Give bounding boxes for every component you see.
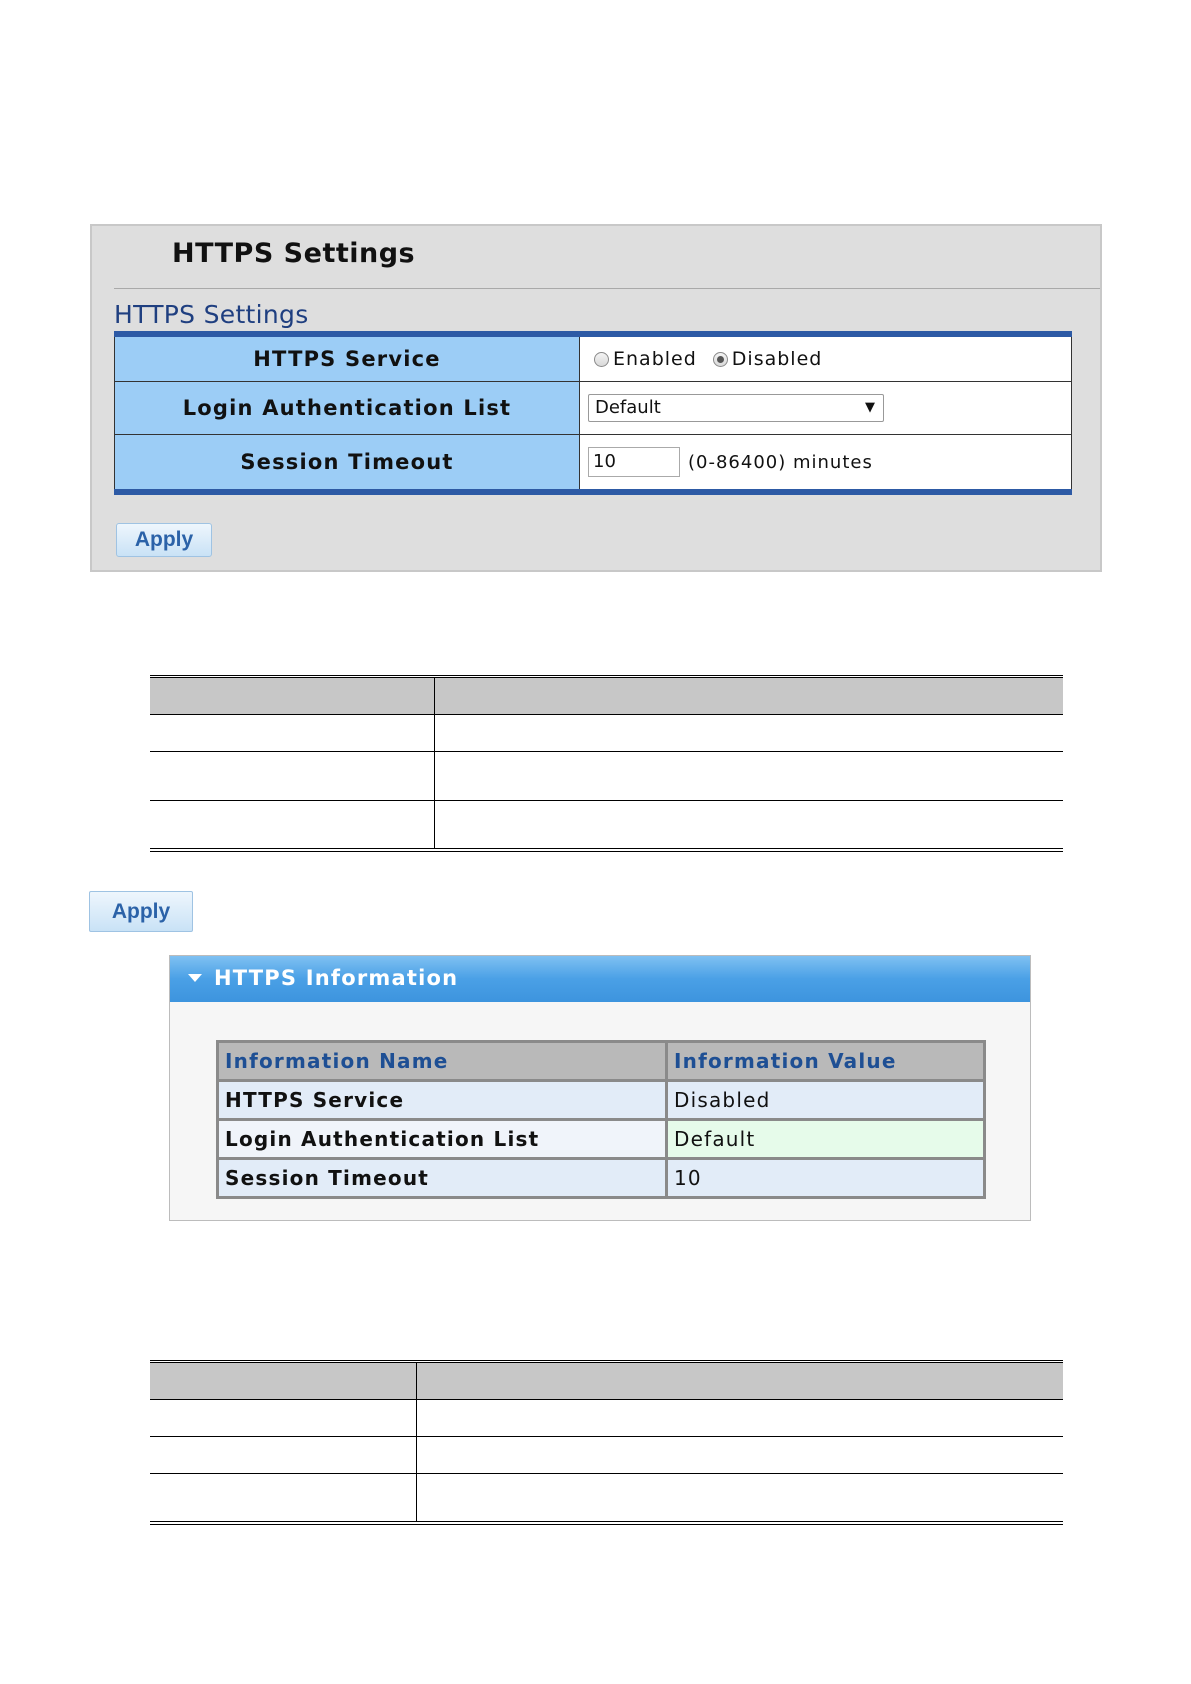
info-value: 10 [667,1159,985,1198]
table-header-cell [150,677,435,715]
table-cell [435,715,1064,752]
doc-table [150,675,1063,852]
table-cell [435,801,1064,850]
https-information-panel [169,955,1031,1221]
info-table [216,1040,986,1199]
settings-table [114,331,1072,495]
info-value: Default [667,1120,985,1159]
apply-button[interactable]: Apply [116,523,212,557]
table-cell [417,1400,1064,1437]
session-timeout-input[interactable]: 10 [588,447,680,477]
info-panel-title: HTTPS Information [214,966,459,990]
table-row [150,752,1063,801]
login-auth-list-selected: Default [595,397,661,418]
table-row [150,1474,1063,1523]
enabled-radio[interactable] [594,352,609,367]
table-header-cell [435,677,1064,715]
session-timeout-hint: (0-86400) minutes [688,451,873,473]
info-name: Session Timeout [218,1159,667,1198]
info-name: Login Authentication List [218,1120,667,1159]
disabled-radio-label[interactable]: Disabled [731,348,823,371]
apply-button-sample[interactable]: Apply [89,891,193,932]
table-row [150,801,1063,850]
collapse-triangle-icon[interactable] [188,974,202,982]
table-row [150,715,1063,752]
table-cell [150,752,435,801]
info-name: HTTPS Service [218,1081,667,1120]
page-title: HTTPS Settings [172,238,416,269]
login-auth-list-select[interactable] [588,394,884,422]
divider [114,288,1100,289]
info-table-header-row [218,1042,985,1081]
column-header-name: Information Name [218,1042,667,1081]
enabled-radio-label[interactable]: Enabled [613,348,697,371]
table-cell [150,715,435,752]
login-auth-list-label: Login Authentication List [115,382,580,435]
table-row [150,1437,1063,1474]
table-row [218,1120,985,1159]
section-title: HTTPS Settings [114,300,309,329]
table-header-cell [150,1362,417,1400]
column-header-value: Information Value [667,1042,985,1081]
login-auth-list-value [580,382,1072,435]
https-service-label: HTTPS Service [115,334,580,382]
row-session-timeout [115,435,1072,493]
table-cell [150,1437,417,1474]
table-cell [435,752,1064,801]
table-cell [150,1474,417,1523]
https-settings-panel [90,224,1102,572]
row-login-auth-list [115,382,1072,435]
table-cell [417,1437,1064,1474]
table-header-row [150,1362,1063,1400]
table-row [218,1081,985,1120]
dropdown-arrow-icon[interactable]: ▼ [865,400,875,415]
table-row [150,1400,1063,1437]
row-https-service [115,334,1072,382]
https-service-value [580,334,1072,382]
table-cell [417,1474,1064,1523]
table-header-row [150,677,1063,715]
table-row [218,1159,985,1198]
session-timeout-label: Session Timeout [115,435,580,493]
info-value: Disabled [667,1081,985,1120]
info-panel-header[interactable] [170,956,1030,1002]
table-cell [150,801,435,850]
table-cell [150,1400,417,1437]
table-header-cell [417,1362,1064,1400]
doc-table [150,1360,1063,1525]
disabled-radio[interactable] [713,352,728,367]
session-timeout-value [580,435,1072,493]
